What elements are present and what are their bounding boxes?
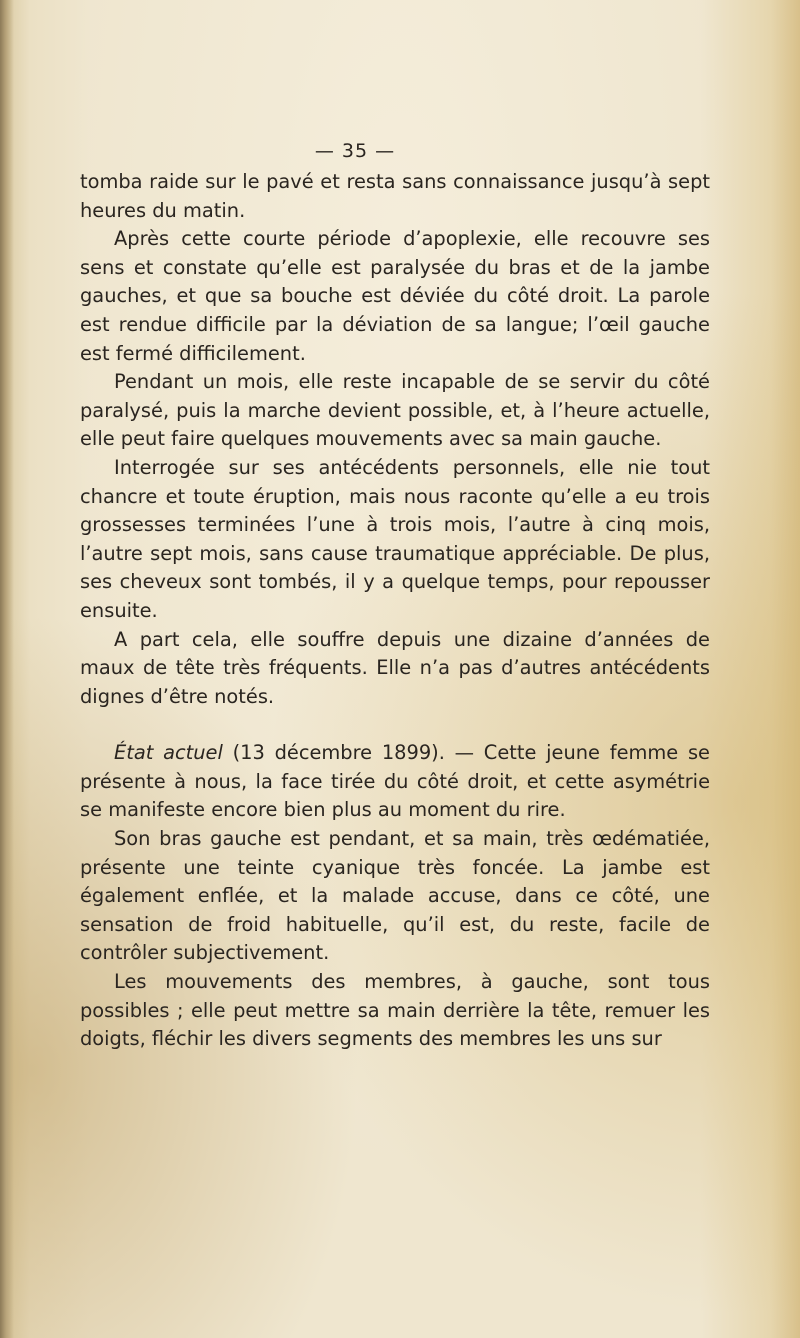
paragraph-6-text: (13 décembre 1899). — Cette jeune femme se présente à nous, la face tirée du côté droit, et cette asymétrie se manifeste encore bien plus au moment du rire. xyxy=(80,741,710,822)
paragraph-6 xyxy=(80,739,710,825)
section-heading-etat-actuel: État actuel xyxy=(114,741,223,765)
paragraph-3: Pendant un mois, elle reste incapable de se servir du côté paralysé, puis la marche devient possible, et, à l’heure actuelle, elle peut faire quelques mouvements avec sa main gauche. xyxy=(80,370,710,451)
paragraph-1: tomba raide sur le pavé et resta sans connaissance jusqu’à sept heures du matin. xyxy=(80,170,710,222)
paragraph-5: A part cela, elle souffre depuis une dizaine d’années de maux de tête très fréquents. Elle n’a pas d’autres antécédents dignes d’être notés. xyxy=(80,627,710,708)
paragraph-8: Les mouvements des membres, à gauche, sont tous possibles ; elle peut mettre sa main derrière la tête, remuer les doigts, fléchir les divers segments des membres les uns sur xyxy=(80,970,710,1051)
page-gutter-shadow xyxy=(0,0,14,1338)
paragraph-7: Son bras gauche est pendant, et sa main, très œdématiée, présente une teinte cyanique très foncée. La jambe est également enflée, et la malade accuse, dans ce côté, une sensation de froid habituelle, qu’il est, du reste, facile de contrôler subjectivement. xyxy=(80,827,710,965)
page-number: — 35 — xyxy=(314,140,396,162)
paragraph-4: Interrogée sur ses antécédents personnels, elle nie tout chancre et toute éruption, mais nous raconte qu’elle a eu trois grossesses terminées l’une à trois mois, l’autre à cinq mois, l’autre sept mois, sans cause traumatique appréciable. De plus, ses cheveux sont tombés, il y a quelque temps, pour repousser ensuite. xyxy=(80,455,710,622)
paragraph-2: Après cette courte période d’apoplexie, elle recouvre ses sens et constate qu’elle est paralysée du bras et de la jambe gauches, et que sa bouche est déviée du côté droit. La parole est rendue difficile par la déviation de sa langue; l’œil gauche est fermé difficilement. xyxy=(80,227,710,365)
body-text xyxy=(80,168,710,1054)
